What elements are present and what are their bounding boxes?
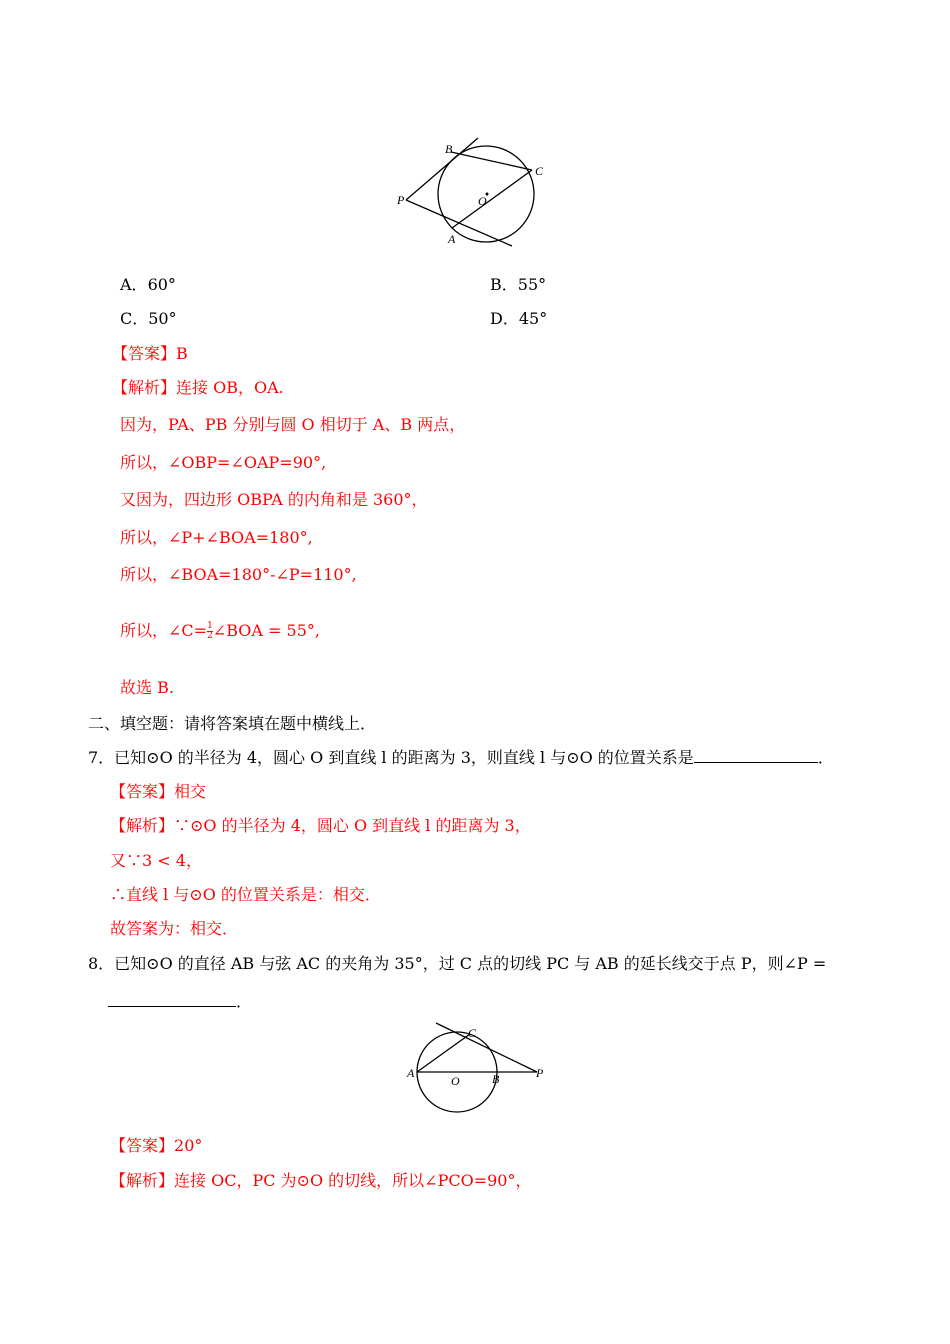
q6-label-a: A — [448, 232, 456, 246]
q8-label-a: A — [407, 1066, 415, 1080]
q8-answer-blank[interactable] — [108, 992, 236, 1007]
q7-question: 7．已知⊙O 的半径为 4，圆心 O 到直线 l 的距离为 3，则直线 l 与⊙O 的位置关系是 ． — [88, 748, 834, 767]
q7-answer-blank[interactable] — [694, 748, 818, 763]
q6-label-c: C — [535, 164, 544, 178]
q6-chord-bc — [451, 152, 532, 170]
q8-label-o: O — [451, 1074, 460, 1088]
option-a: A．60° — [120, 275, 176, 294]
q6-step-3: 又因为，四边形 OBPA 的内角和是 360°， — [120, 490, 428, 509]
option-b: B．55° — [490, 275, 547, 294]
q6-label-p: P — [397, 193, 405, 207]
q6-step-5: 所以，∠BOA=180°-∠P=110°, — [120, 565, 357, 584]
q8-label-c: C — [468, 1026, 477, 1040]
q6-label-b: B — [445, 142, 453, 156]
q6-step-4: 所以，∠P+∠BOA=180°, — [120, 528, 313, 547]
q6-answer: 【答案】B — [112, 344, 188, 363]
q8-answer-line: ． — [108, 991, 252, 1013]
q8-analysis: 【解析】连接 OC，PC 为⊙O 的切线，所以∠PCO=90°， — [110, 1171, 532, 1190]
option-c: C．50° — [120, 309, 177, 328]
q6-tangent-pb — [406, 138, 478, 200]
q8-chord-ac — [417, 1034, 470, 1072]
q8-label-p: P — [536, 1066, 544, 1080]
q7-step-2: ∴直线 l 与⊙O 的位置关系是：相交． — [110, 885, 381, 904]
q6-figure — [390, 130, 550, 255]
q6-label-o: O — [478, 194, 487, 208]
q6-step-2: 所以，∠OBP=∠OAP=90°, — [120, 453, 327, 472]
q7-step-3: 故答案为：相交． — [110, 919, 239, 938]
q8-question: 8．已知⊙O 的直径 AB 与弦 AC 的夹角为 35°，过 C 点的切线 PC 与 AB 的延长线交于点 P，则∠P = — [88, 954, 827, 973]
q7-answer: 【答案】相交 — [110, 782, 207, 801]
section2-heading: 二、填空题：请将答案填在题中横线上． — [88, 714, 377, 733]
q6-conclusion: 故选 B. — [120, 678, 174, 697]
q8-answer: 【答案】20° — [110, 1136, 203, 1155]
q8-figure — [400, 1018, 550, 1118]
q6-step-6: 所以，∠C= $\frac{1}{2}$ ∠BOA = 55°, — [120, 621, 320, 641]
q8-label-b: B — [492, 1072, 500, 1086]
q7-analysis: 【解析】∵⊙O 的半径为 4，圆心 O 到直线 l 的距离为 3， — [110, 816, 531, 835]
q6-chord-ac — [452, 170, 532, 228]
q6-step-1: 因为，PA、PB 分别与圆 O 相切于 A、B 两点， — [120, 415, 466, 434]
fraction-half: $\frac{1}{2}$ — [207, 621, 213, 641]
q7-step-1: 又∵3 < 4， — [110, 851, 202, 870]
q6-analysis: 【解析】连接 OB，OA. — [112, 378, 284, 397]
option-d: D．45° — [490, 309, 548, 328]
